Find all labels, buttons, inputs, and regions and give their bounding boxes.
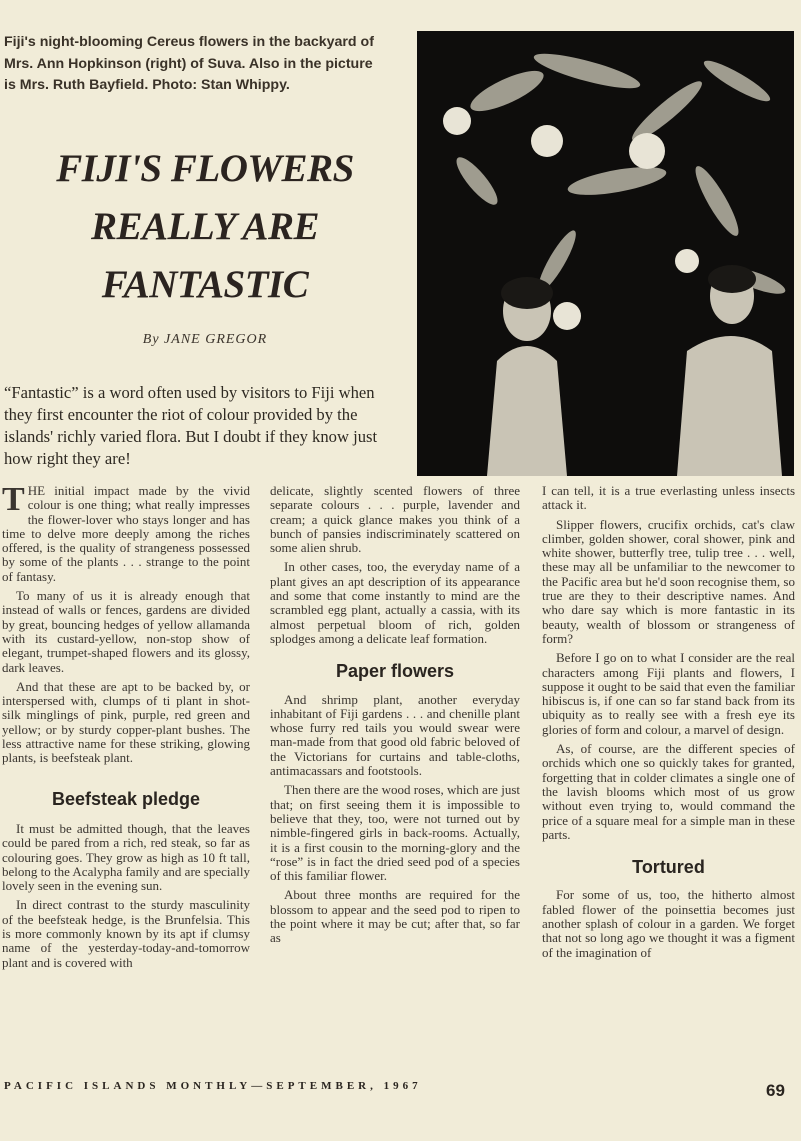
photo-illustration bbox=[417, 31, 794, 476]
title-line-1: FIJI'S FLOWERS bbox=[56, 147, 354, 190]
col3-paragraph-5: For some of us, too, the hitherto almost fabled flower of the poinsettia becomes just another splash of colour in a garden. We forget that not so long ago we thought it was a figment of the imagination of bbox=[542, 887, 795, 960]
footer-publication: PACIFIC ISLANDS MONTHLY—SEPTEMBER, 1967 bbox=[4, 1080, 422, 1092]
column-1 bbox=[2, 481, 250, 975]
col2-paragraph-1: delicate, slightly scented flowers of three separate colours . . . purple, lavender and cream; a quick glance makes you think of a bunch of pansies indiscriminately scattered on some alien shrub. bbox=[270, 483, 520, 556]
col1-paragraph-2: To many of us it is already enough that instead of walls or fences, gardens are divided by great, bouncing hedges of yellow allamanda with its custard-yellow, non-stop show of elegant, trumpet-shaped flowers and its glossy, dark leaves. bbox=[2, 588, 250, 675]
col1-paragraph-1-text: HE initial impact made by the vivid colour is one thing; what really impresses the flower-lover who stays longer and has time to delve more deeply among the riches offered, is the quality of strangeness possessed by some of the plants . . . strange to the point of fantasy. bbox=[2, 483, 250, 584]
column-3 bbox=[542, 484, 795, 965]
intro-paragraph: “Fantastic” is a word often used by visitors to Fiji when they first encounter the riot of colour provided by the islands' richly varied flora. But I doubt if they know just how right they are! bbox=[4, 383, 378, 468]
col2-paragraph-2: In other cases, too, the everyday name of a plant gives an apt description of its appearance and some that come instantly to mind are the scrambled egg plant, actually a cassia, with its almost perpetual bloom of rich, golden splodges among a delicate leaf formation. bbox=[270, 559, 520, 646]
col3-paragraph-2: Slipper flowers, crucifix orchids, cat's claw climber, golden shower, coral shower, pink and white shower, butterfly tree, tulip tree . . . well, these may all be unfamiliar to the newcomer to the Pacific area but he'd soon recognise them, so true are they to their descriptive names. And who dare say which is more fantastic in its beauty, wealth of blossom or strangeness of form? bbox=[542, 516, 795, 646]
col1-paragraph-5: In direct contrast to the sturdy masculinity of the beefsteak hedge, is the Brunfelsia. This is more commonly known by its apt if clumsy name of the yesterday-today-and-tomorrow plant and is covered with bbox=[2, 897, 250, 970]
drop-cap: T bbox=[2, 481, 25, 518]
subheading-paper-flowers: Paper flowers bbox=[335, 661, 455, 682]
title-line-3: FANTASTIC bbox=[101, 263, 309, 306]
photo-caption: Fiji's night-blooming Cereus flowers in the backyard of Mrs. Ann Hopkinson (right) of Suva. Also in the picture is Mrs. Ruth Bayfield. Photo: Stan Whippy. bbox=[4, 34, 374, 93]
byline: By JANE GREGOR bbox=[142, 332, 268, 347]
page-number: 69 bbox=[766, 1081, 785, 1100]
col3-paragraph-1: I can tell, it is a true everlasting unless insects attack it. bbox=[542, 483, 795, 513]
col1-paragraph-3: And that these are apt to be backed by, or interspersed with, clumps of ti plant in shot-silk minglings of pink, purple, red green and yellow; or by sturdy copper-plant bushes. The less attractive name for these striking, glowing plants, is beefsteak plant. bbox=[2, 678, 250, 766]
article-title bbox=[20, 140, 390, 314]
cereus-flowers-photo bbox=[417, 31, 794, 476]
col3-paragraph-3: Before I go on to what I consider are the real characters among Fiji plants and flowers, I suppose it ought to be said that even the familiar hibiscus is, if one can so far stand back from its ubiquity as to really see with a fresh eye its glories of form and colour, a marvel of design. bbox=[542, 650, 795, 737]
subheading-tortured: Tortured bbox=[632, 857, 705, 878]
col1-paragraph-4: It must be admitted though, that the leaves could be pared from a rich, red steak, so far as colouring goes. They grow as high as 10 ft tall, belong to the Acalypha family and are specially lovely seen in the evening sun. bbox=[2, 820, 250, 894]
col3-paragraph-4: As, of course, are the different species of orchids which one so quickly takes for granted, forgetting that in colder climates a single one of the lavish blooms which most of us grow without even trying to, would command the price of a square meal for a simple man in these parts. bbox=[542, 741, 795, 842]
col2-paragraph-4: Then there are the wood roses, which are just that; on first seeing them it is impossible to believe that they, too, were not turned out by nimble-fingered girls in back-rooms. Actually, it is a first cousin to the morning-glory and the “rose” is in fact the dried seed pod of a species of this familiar flower. bbox=[270, 782, 520, 884]
col1-paragraph-1 bbox=[2, 481, 250, 584]
page-footer bbox=[0, 1074, 801, 1104]
subheading-beefsteak-pledge: Beefsteak pledge bbox=[51, 788, 201, 809]
col2-paragraph-3: And shrimp plant, another everyday inhabitant of Fiji gardens . . . and chenille plant whose furry red tails you would swear were man-made from that good old fabric beloved of the Victorians for curtains and table-cloths, antimacassars and footstools. bbox=[270, 691, 520, 779]
col2-paragraph-5: About three months are required for the blossom to appear and the seed pod to ripen to the point where it may be cut; after that, so far as bbox=[270, 887, 520, 946]
column-2 bbox=[270, 484, 520, 951]
title-line-2: REALLY ARE bbox=[91, 205, 319, 248]
